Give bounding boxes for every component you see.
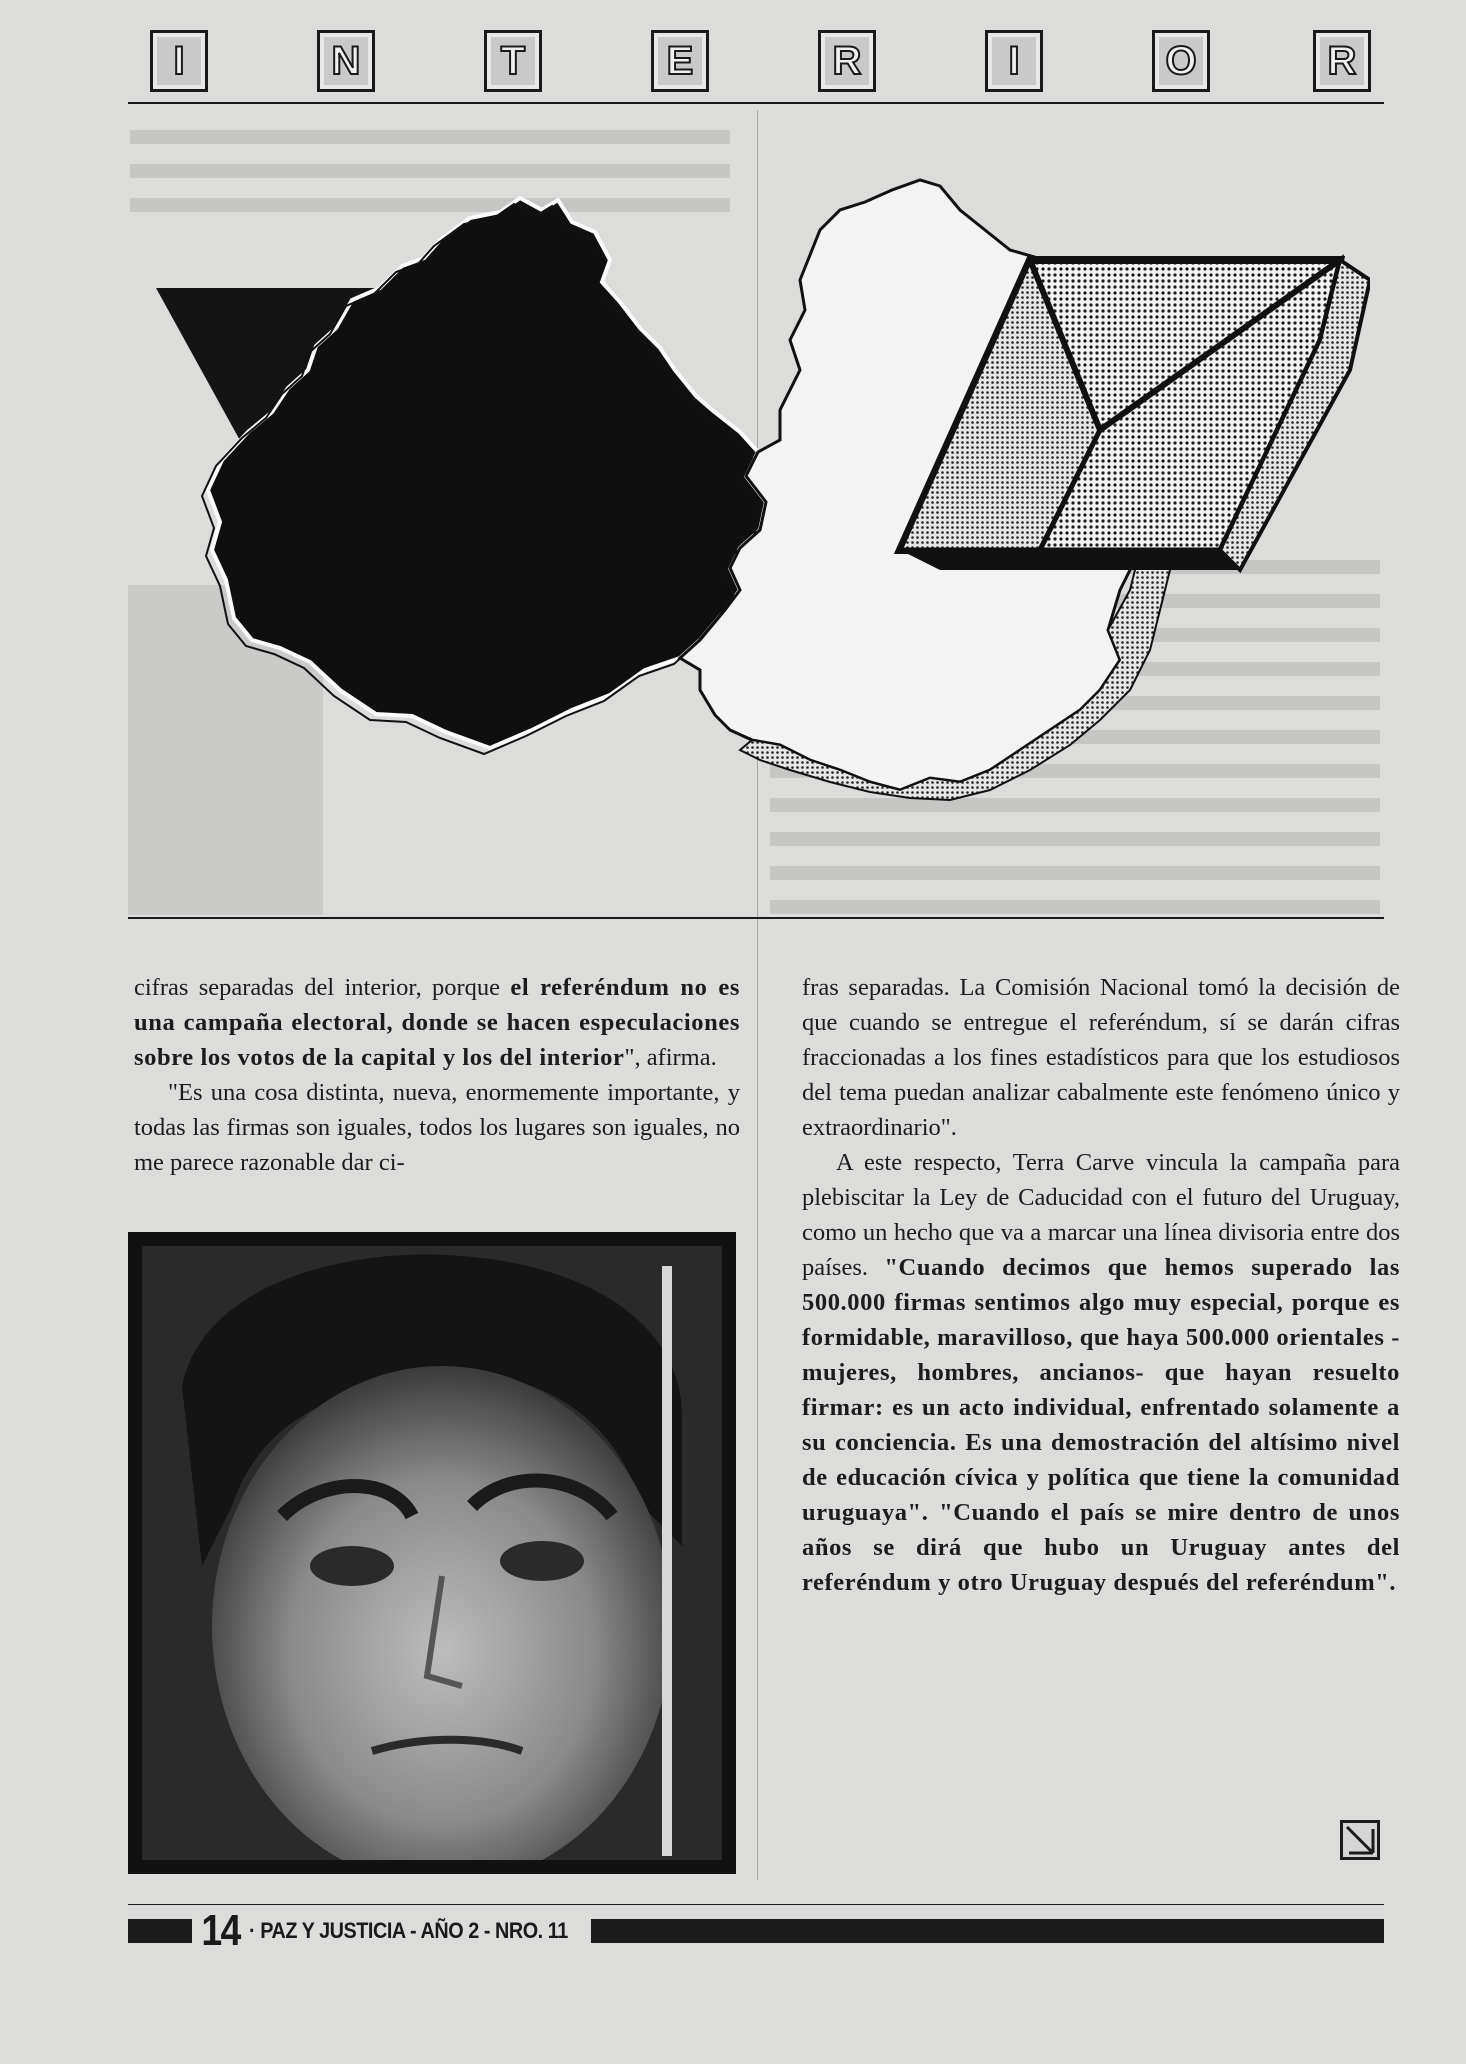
paragraph: fras separadas. La Comisión Nacional tomó la decisión de que cuando se entregue el referéndum, sí se darán cifras fraccionadas a los fines estadísticos para que los estudiosos del tema puedan analizar cabalmente este fenómeno único y extraordinario". xyxy=(802,974,1400,1141)
left-column xyxy=(134,970,740,1180)
header-letter: R xyxy=(1313,30,1371,92)
header-letter: N xyxy=(317,30,375,92)
section-rule xyxy=(128,917,1384,919)
end-of-article-icon xyxy=(1340,1820,1380,1860)
page-number: 14 xyxy=(201,1906,240,1955)
header-letter: E xyxy=(651,30,709,92)
header-rule xyxy=(128,102,1384,104)
uruguay-map xyxy=(208,198,766,748)
header-letter: T xyxy=(484,30,542,92)
portrait-photo xyxy=(128,1232,736,1874)
page-footer xyxy=(128,1908,1384,1954)
header-letter: I xyxy=(150,30,208,92)
section-header xyxy=(150,30,1370,100)
header-letter: I xyxy=(985,30,1043,92)
uruguay-envelope-illustration xyxy=(140,170,1370,870)
footer-rule xyxy=(128,1904,1384,1905)
right-column xyxy=(802,970,1400,1600)
paragraph: cifras separadas del interior, porque el referéndum no es una campaña electoral, donde se hacen especulaciones sobre los votos de la capital y los del interior", afirma. xyxy=(134,974,740,1071)
paragraph: A este respecto, Terra Carve vincula la campaña para plebiscitar la Ley de Caducidad con el futuro del Uruguay, como un hecho que va a marcar una línea divisoria entre dos países. "Cuando decimos que hemos superado las 500.000 firmas sentimos algo muy especial, porque es formidable, maravilloso, que haya 500.000 orientales -mujeres, hombres, ancianos- que hayan resuelto firmar: es un acto individual, enfrentado solamente a su conciencia. Es una demostración del altísimo nivel de educación cívica y política que tiene la comunidad uruguaya". "Cuando el país se mire dentro de unos años se dirá que hubo un Uruguay antes del referéndum y otro Uruguay después del referéndum". xyxy=(802,1149,1401,1596)
publication-info: · PAZ Y JUSTICIA - AÑO 2 - NRO. 11 xyxy=(248,1918,568,1943)
paragraph: "Es una cosa distinta, nueva, enormemente importante, y todas las firmas son iguales, todos los lugares son iguales, no me parece razonable dar ci- xyxy=(134,1079,740,1176)
header-letter: R xyxy=(818,30,876,92)
footer-bar xyxy=(128,1919,192,1943)
footer-bar xyxy=(591,1919,1384,1943)
header-letter: O xyxy=(1152,30,1210,92)
